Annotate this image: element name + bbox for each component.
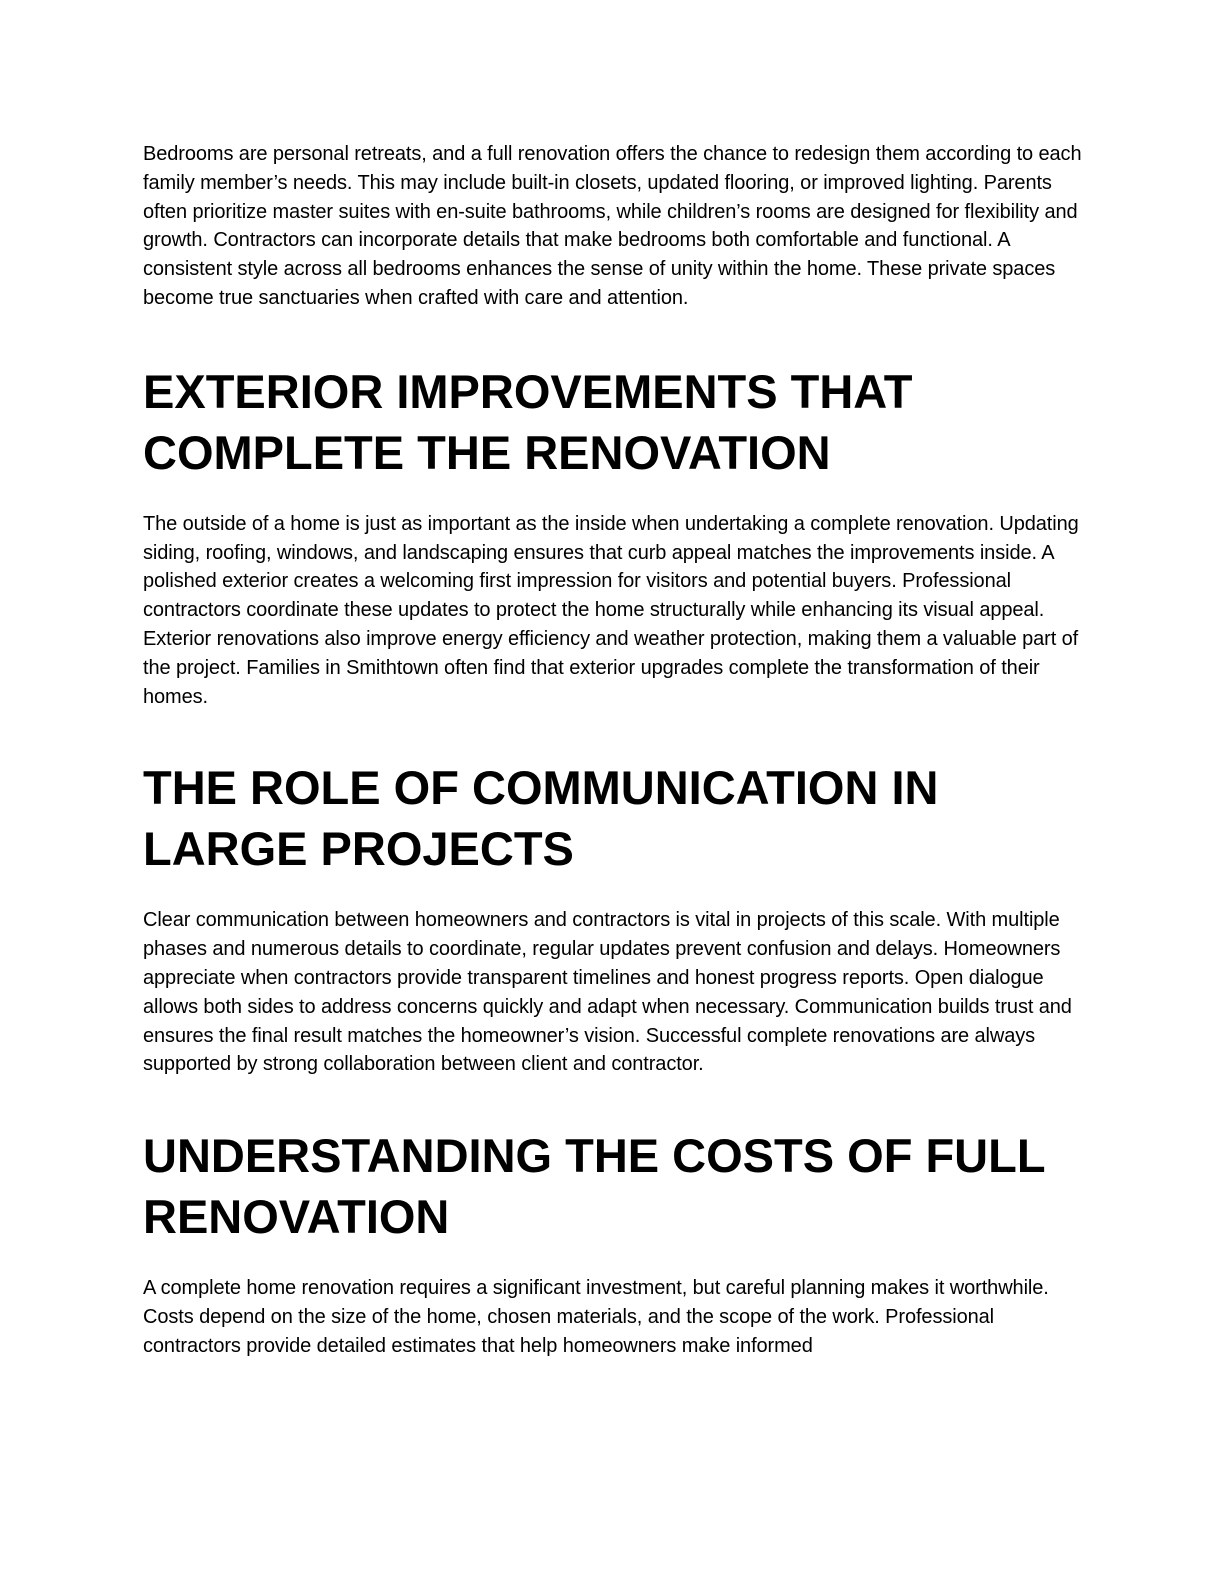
section-heading-communication: THE ROLE OF COMMUNICATION IN LARGE PROJECTS	[143, 761, 939, 876]
section-heading-exterior: EXTERIOR IMPROVEMENTS THAT COMPLETE THE RENOVATION	[143, 364, 913, 479]
section-paragraph-exterior: The outside of a home is just as important as the inside when undertaking a complete renovation. Updating siding, roofing, windows, and landscaping ensures that curb appeal matches the improvements inside. A polished exterior creates a welcoming first impression for visitors and potential buyers. Professional contractors coordinate these updates to protect the home structurally while enhancing its visual appeal. Exterior renovations also improve energy efficiency and weather protection, making them a valuable part of the project. Families in Smithtown often find that exterior upgrades complete the transformation of their homes.	[143, 512, 1079, 708]
document-page	[143, 140, 1083, 1361]
section-heading-costs: UNDERSTANDING THE COSTS OF FULL RENOVATION	[143, 1129, 1045, 1244]
section-paragraph-costs: A complete home renovation requires a significant investment, but careful planning makes it worthwhile. Costs depend on the size of the home, chosen materials, and the scope of the work. Professional contractors provide detailed estimates that help homeowners make informed	[143, 1277, 1049, 1357]
section-paragraph-communication: Clear communication between homeowners and contractors is vital in projects of this scale. With multiple phases and numerous details to coordinate, regular updates prevent confusion and delays. Homeowners appreciate when contractors provide transparent timelines and honest progress reports. Open dialogue allows both sides to address concerns quickly and adapt when necessary. Communication builds trust and ensures the final result matches the homeowner’s vision. Successful complete renovations are always supported by strong collaboration between client and contractor.	[143, 909, 1072, 1076]
intro-paragraph: Bedrooms are personal retreats, and a full renovation offers the chance to redesign them according to each family member’s needs. This may include built-in closets, updated flooring, or improved lighting. Parents often prioritize master suites with en-suite bathrooms, while children’s rooms are designed for flexibility and growth. Contractors can incorporate details that make bedrooms both comfortable and functional. A consistent style across all bedrooms enhances the sense of unity within the home. These private spaces become true sanctuaries when crafted with care and attention.	[143, 143, 1082, 309]
